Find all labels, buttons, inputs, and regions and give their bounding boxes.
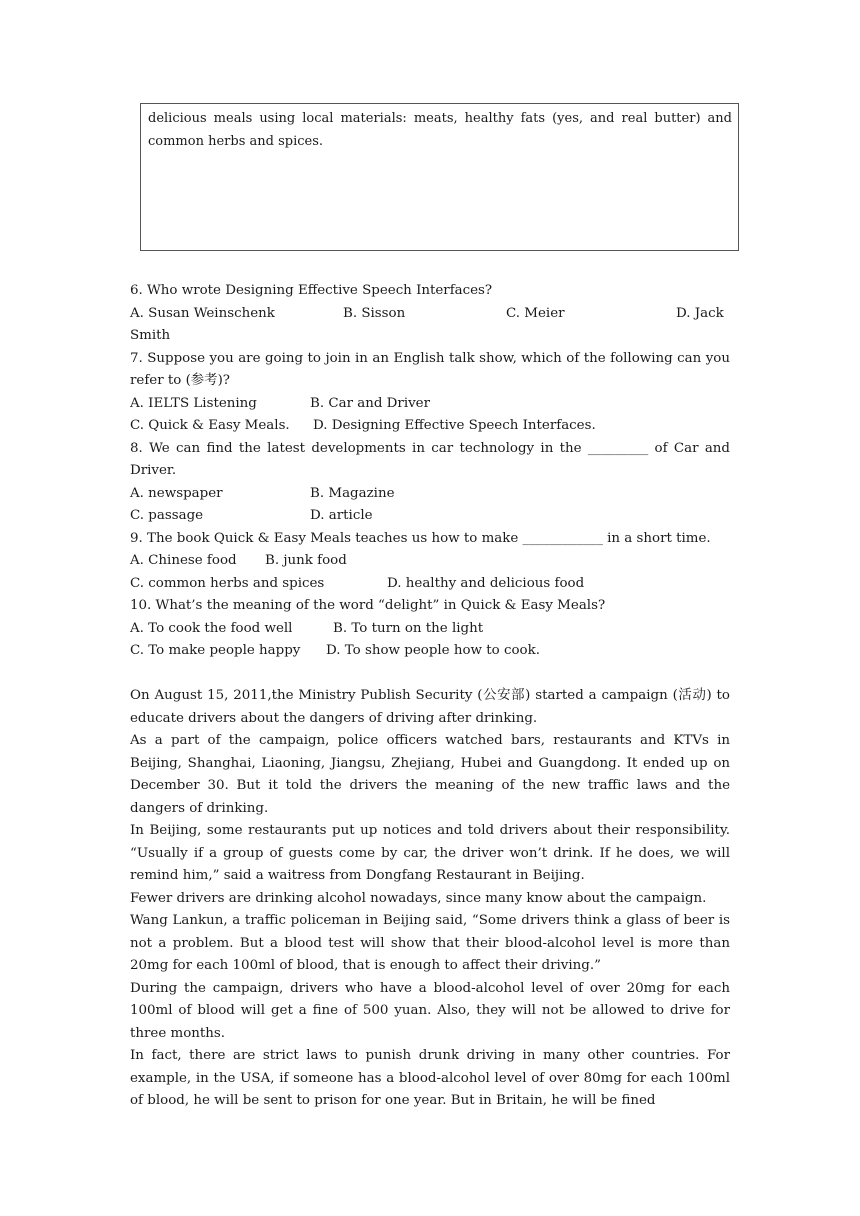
passage-paragraph-7: In fact, there are strict laws to punish drunk driving in many other countries. For example, in the USA, if someone has a blood-alcohol level of over 80mg for each 100ml of blood, he will be sent to prison for one year. But in Britain, he will be fined (130, 1048, 730, 1108)
text-box (140, 103, 739, 251)
q9-option-a: A. Chinese food (130, 553, 237, 568)
q6-option-d: D. Jack (676, 305, 724, 321)
passage-paragraph-5: Wang Lankun, a traffic policeman in Beijing said, “Some drivers think a glass of beer is not a problem. But a blood test will show that their blood-alcohol level is more than 20mg for each 100ml of blood, that is enough to affect their driving.” (130, 913, 730, 973)
q10-option-b: B. To turn on the light (333, 620, 484, 636)
q6-option-a: A. Susan Weinschenk (130, 305, 275, 321)
q8-option-b: B. Magazine (310, 485, 395, 501)
q7-option-b: B. Car and Driver (310, 395, 430, 411)
box-text: delicious meals using local materials: meats, healthy fats (yes, and real butter) and common herbs and spices. (148, 111, 732, 149)
q9-option-b: B. junk food (265, 553, 347, 568)
q6-option-c: C. Meier (506, 305, 565, 321)
q7-option-d: D. Designing Effective Speech Interfaces. (313, 418, 596, 433)
passage-paragraph-4: Fewer drivers are drinking alcohol nowadays, since many know about the campaign. (130, 890, 707, 906)
passage-paragraph-2: As a part of the campaign, police officers watched bars, restaurants and KTVs in Beijing, Shanghai, Liaoning, Jiangsu, Zhejiang, Hubei and Guangdong. It ended up on December 30. But it told the drivers the meaning of the new traffic laws and the dangers of drinking. (130, 733, 730, 816)
passage-paragraph-6: During the campaign, drivers who have a blood-alcohol level of over 20mg for each 100ml of blood will get a fine of 500 yuan. Also, they will not be allowed to drive for three months. (130, 980, 730, 1041)
question-10-stem: 10. What’s the meaning of the word “delight” in Quick & Easy Meals? (130, 598, 606, 613)
q10-option-a: A. To cook the food well (130, 620, 293, 636)
q10-option-c: C. To make people happy (130, 643, 301, 658)
question-7-stem: 7. Suppose you are going to join in an English talk show, which of the following can you refer to (参考)? (130, 350, 730, 388)
q10-option-d: D. To show people how to cook. (326, 643, 540, 658)
q6-option-d-continuation: Smith (130, 328, 171, 343)
q9-option-d: D. healthy and delicious food (387, 575, 585, 591)
q7-option-c: C. Quick & Easy Meals. (130, 418, 290, 433)
q8-option-d: D. article (310, 508, 373, 523)
question-9-stem: 9. The book Quick & Easy Meals teaches us how to make ____________ in a short time. (130, 530, 711, 546)
question-10-options-2 (130, 640, 730, 663)
questions-section (130, 280, 730, 663)
q8-option-c: C. passage (130, 508, 204, 523)
question-8-options-1 (130, 483, 730, 506)
reading-passage (130, 685, 730, 1113)
q8-option-a: A. newspaper (130, 485, 223, 501)
question-7-options-2 (130, 415, 730, 438)
question-6-stem: 6. Who wrote Designing Effective Speech Interfaces? (130, 283, 493, 298)
question-6-options (130, 303, 730, 326)
question-7-options-1 (130, 393, 730, 416)
q6-option-b: B. Sisson (343, 305, 406, 321)
passage-paragraph-1: On August 15, 2011,the Ministry Publish Security (公安部) started a campaign (活动) to educate drivers about the dangers of driving after drinking. (130, 688, 730, 726)
q7-option-a: A. IELTS Listening (130, 395, 257, 411)
question-9-options-2 (130, 573, 730, 596)
question-8-options-2 (130, 505, 730, 528)
question-9-options-1 (130, 550, 730, 573)
passage-paragraph-3: In Beijing, some restaurants put up notices and told drivers about their responsibility. “Usually if a group of guests come by car, the driver won’t drink. If he does, we will remind him,” said a waitress from Dongfang Restaurant in Beijing. (130, 823, 730, 883)
question-8-stem: 8. We can find the latest developments in car technology in the _________ of Car and Driver. (130, 440, 730, 478)
q9-option-c: C. common herbs and spices (130, 575, 325, 591)
question-10-options-1 (130, 618, 730, 641)
